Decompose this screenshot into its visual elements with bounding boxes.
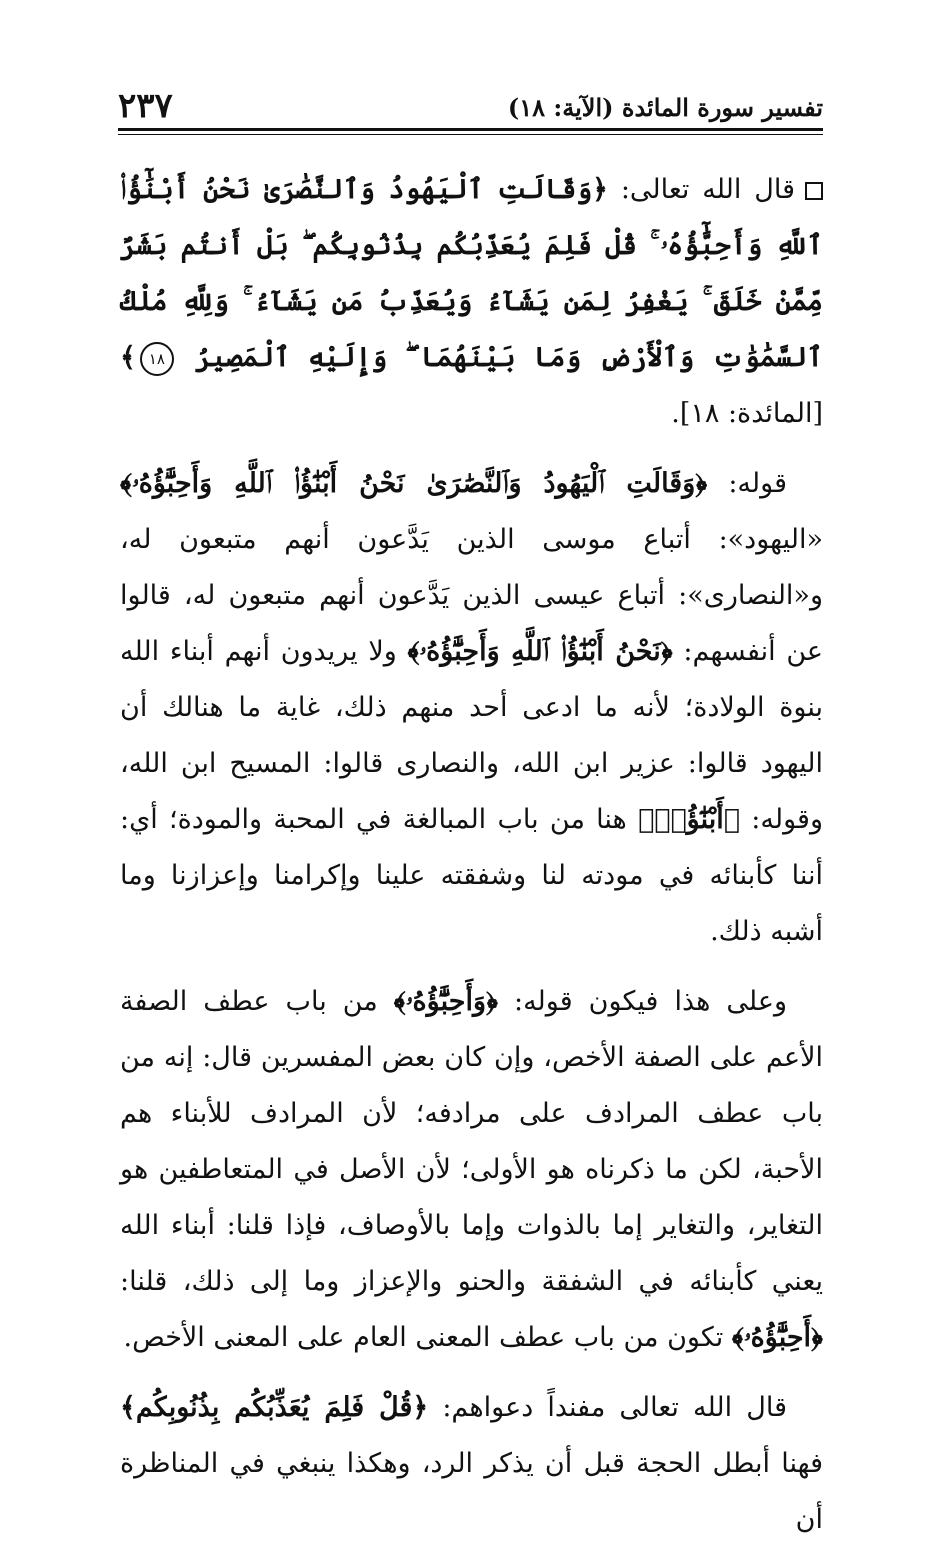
running-header [118, 82, 823, 128]
verse-close-bracket: ﴾ [120, 342, 136, 373]
quran-quote: ﴿وَقَالَتِ ٱلْيَهُودُ وَٱلنَّصَٰرَىٰ نَحْنُ أَبْنَٰٓؤُا۟ ٱللَّهِ وَأَحِبَّٰٓؤُهُۥ﴾ [120, 468, 708, 499]
quran-quote: ﴿وَأَحِبَّٰٓؤُهُۥ﴾ [393, 986, 498, 1017]
quran-quote: ﴿أَبْنَٰٓؤُا۟﴾ [638, 804, 741, 835]
verse-number-marker: ١٨ [140, 342, 174, 376]
commentary-paragraph [120, 1380, 823, 1548]
verse-reference: [المائدة: ١٨]. [671, 398, 823, 429]
paragraph-text: ولا يريدون أنهم أبناء الله بنوة الولادة؛ لأنه ما ادعى أحد منهم ذلك، غاية ما هنالك أن اليهود قالوا: عزير ابن الله، والنصارى قالوا: المسيح ابن الله، وقوله: [120, 636, 823, 835]
quran-quote: ﴿قُلْ فَلِمَ يُعَذِّبُكُم بِذُنُوبِكُم﴾ [120, 1392, 429, 1423]
header-rule [118, 128, 823, 131]
paragraph-text: فهنا أبطل الحجة قبل أن يذكر الرد، وهكذا ينبغي في المناظرة أن [120, 1448, 823, 1535]
page-number: ٢٣٧ [118, 86, 173, 126]
square-bullet-icon [805, 182, 823, 200]
commentary [120, 456, 823, 1548]
commentary-paragraph [120, 974, 823, 1366]
paragraph-text: قال الله تعالى مفنداً دعواهم: [428, 1392, 787, 1423]
paragraph-text: من باب عطف الصفة الأعم على الصفة الأخص، وإن كان بعض المفسرين قال: إنه من باب عطف المرادف على مرادفه؛ لأن المرادف للأبناء هم الأحبة، لكن ما ذكرناه هو الأولى؛ لأن الأصل في المتعاطفين هو التغاير، والتغاير إما بالذوات وإما بالأوصاف، فإذا قلنا: أبناء الله يعني كأبنائه في الشفقة والحنو والإعزاز وما إلى ذلك، قلنا: [120, 986, 823, 1297]
commentary-paragraph [120, 456, 823, 960]
paragraph-text: تكون من باب عطف المعنى العام على المعنى الأخص. [123, 1322, 732, 1353]
page-body [120, 162, 823, 1562]
verse-intro: قال الله تعالى: [607, 174, 796, 205]
paragraph-text: وعلى هذا فيكون قوله: [497, 986, 787, 1017]
paragraph-text: قوله: [707, 468, 787, 499]
header-title: تفسير سورة المائدة (الآية: ١٨) [507, 93, 823, 122]
paragraph-text: هنا من باب المبالغة في المحبة والمودة؛ أي: أننا كأبنائه في مودته لنا وشفقته علينا وإكرامنا وإعزازنا وما أشبه ذلك. [120, 804, 823, 947]
verse-block [120, 162, 823, 442]
paragraph-text: «اليهود»: أتباع موسى الذين يَدَّعون أنهم متبعون له، و«النصارى»: أتباع عيسى الذين يَدَّعون أنهم متبعون له، قالوا عن أنفسهم: [120, 524, 823, 667]
quran-quote: ﴿نَحْنُ أَبْنَٰٓؤُا۟ ٱللَّهِ وَأَحِبَّٰٓؤُهُۥ﴾ [407, 636, 673, 667]
quran-quote: ﴿أَحِبَّٰٓؤُهُۥ﴾ [731, 1322, 823, 1353]
verse-text: ﴿وَقَالَتِ ٱلْيَهُودُ وَٱلنَّصَٰرَىٰ نَحْنُ أَبْنَٰٓؤُا۟ ٱللَّهِ وَأَحِبَّٰٓؤُهُۥ ۚ قُلْ فَلِمَ يُعَذِّبُكُم بِذُنُوبِكُم ۖ بَلْ أَنتُم بَشَرٌ مِّمَّنْ خَلَقَ ۚ يَغْفِرُ لِمَن يَشَآءُ وَيُعَذِّبُ مَن يَشَآءُ ۚ وَلِلَّهِ مُلْكُ ٱلسَّمَٰوَٰتِ وَٱلْأَرْضِ وَمَا بَيْنَهُمَا ۖ وَإِلَيْهِ ٱلْمَصِيرُ [120, 174, 823, 373]
header-rule-thin [118, 134, 823, 135]
